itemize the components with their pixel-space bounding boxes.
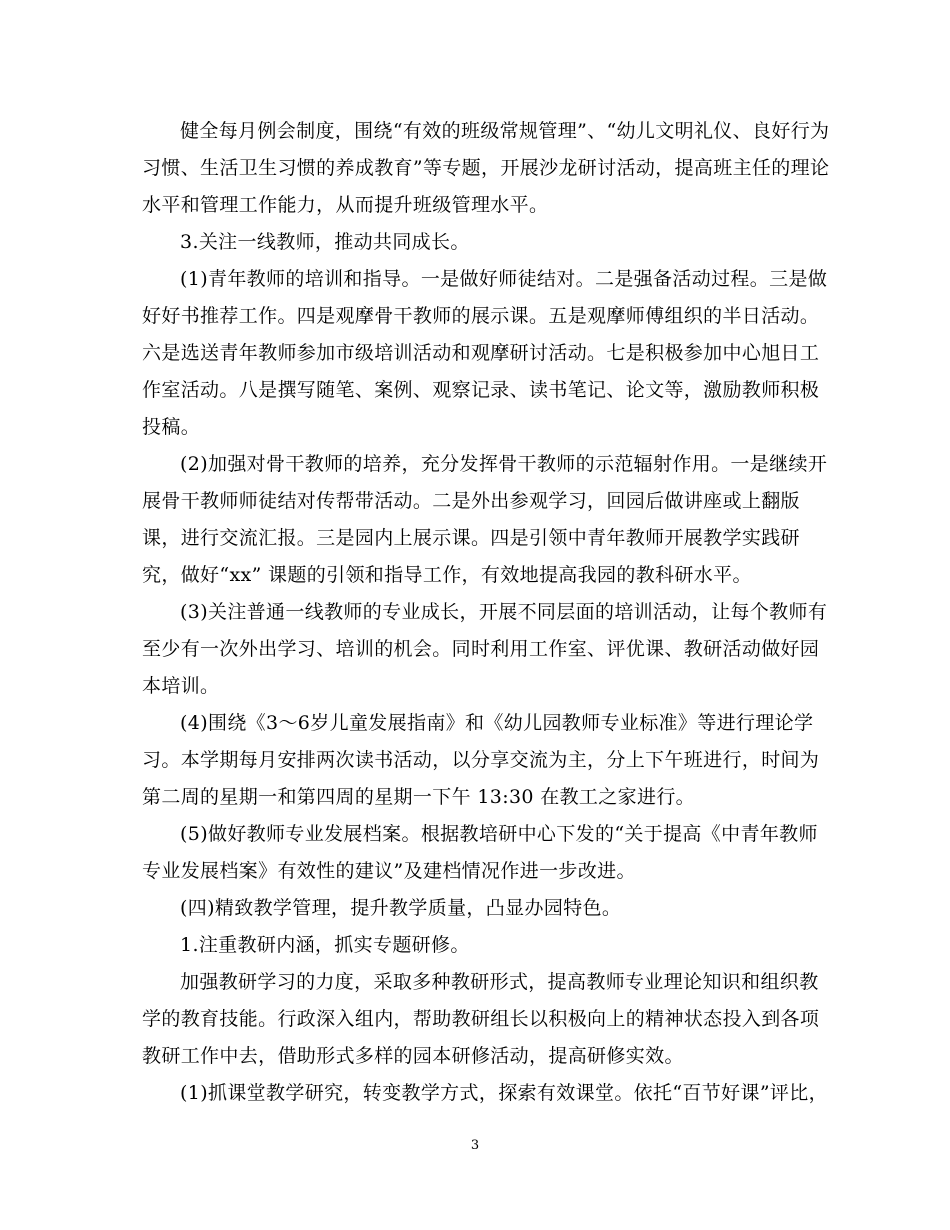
text-line: 专业发展档案》有效性的建议”及建档情况作进一步改进。 <box>142 860 636 882</box>
text-line: (2)加强对骨干教师的培养，充分发挥骨干教师的示范辐射作用。一是继续开 <box>180 453 828 475</box>
text-line: (5)做好教师专业发展档案。根据教培研中心下发的“关于提高《中青年教师 <box>180 823 818 845</box>
text-line: (3)关注普通一线教师的专业成长，开展不同层面的培训活动，让每个教师有 <box>180 601 828 623</box>
text-line: 本培训。 <box>142 675 220 697</box>
text-line: 1.注重教研内涵，抓实专题研修。 <box>180 934 470 956</box>
text-line: 教研工作中去，借助形式多样的园本研修活动，提高研修实效。 <box>142 1045 684 1067</box>
page-number: 3 <box>470 1138 480 1153</box>
text-line: (1)青年教师的培训和指导。一是做好师徒结对。二是强备活动过程。三是做 <box>180 268 828 290</box>
text-line: 健全每月例会制度，围绕“有效的班级常规管理”、“幼儿文明礼仪、良好行为 <box>180 120 830 142</box>
text-line: 好好书推荐工作。四是观摩骨干教师的展示课。五是观摩师傅组织的半日活动。 <box>142 305 820 327</box>
text-line: 展骨干教师师徒结对传帮带活动。二是外出参观学习，回园后做讲座或上翻版 <box>142 490 800 512</box>
text-line: 究，做好“xx” 课题的引领和指导工作，有效地提高我园的教科研水平。 <box>142 564 752 586</box>
text-line: 加强教研学习的力度，采取多种教研形式，提高教师专业理论知识和组织教 <box>180 971 819 993</box>
text-line: 至少有一次外出学习、培训的机会。同时利用工作室、评优课、教研活动做好园 <box>142 638 820 660</box>
text-line: 3.关注一线教师，推动共同成长。 <box>180 231 470 253</box>
text-line: 作室活动。八是撰写随笔、案例、观察记录、读书笔记、论文等，激励教师积极 <box>142 379 820 401</box>
text-line: 六是选送青年教师参加市级培训活动和观摩研讨活动。七是积极参加中心旭日工 <box>142 342 820 364</box>
text-line: 习惯、生活卫生习惯的养成教育”等专题，开展沙龙研讨活动，提高班主任的理论 <box>142 157 830 179</box>
text-line: 第二周的星期一和第四周的星期一下午 13:30 在教工之家进行。 <box>142 786 696 808</box>
text-line: (1)抓课堂教学研究，转变教学方式，探索有效课堂。依托“百节好课”评比， <box>180 1082 828 1104</box>
text-line: 水平和管理工作能力，从而提升班级管理水平。 <box>142 194 549 216</box>
text-line: 课，进行交流汇报。三是园内上展示课。四是引领中青年教师开展教学实践研 <box>142 527 800 549</box>
text-line: (4)围绕《3～6岁儿童发展指南》和《幼儿园教师专业标准》等进行理论学 <box>180 712 814 734</box>
text-line: (四)精致教学管理，提升教学质量，凸显办园特色。 <box>180 897 622 919</box>
text-line: 习。本学期每月安排两次读书活动，以分享交流为主，分上下午班进行，时间为 <box>142 749 820 771</box>
text-line: 投稿。 <box>142 416 201 438</box>
text-line: 学的教育技能。行政深入组内，帮助教研组长以积极向上的精神状态投入到各项 <box>142 1008 820 1030</box>
